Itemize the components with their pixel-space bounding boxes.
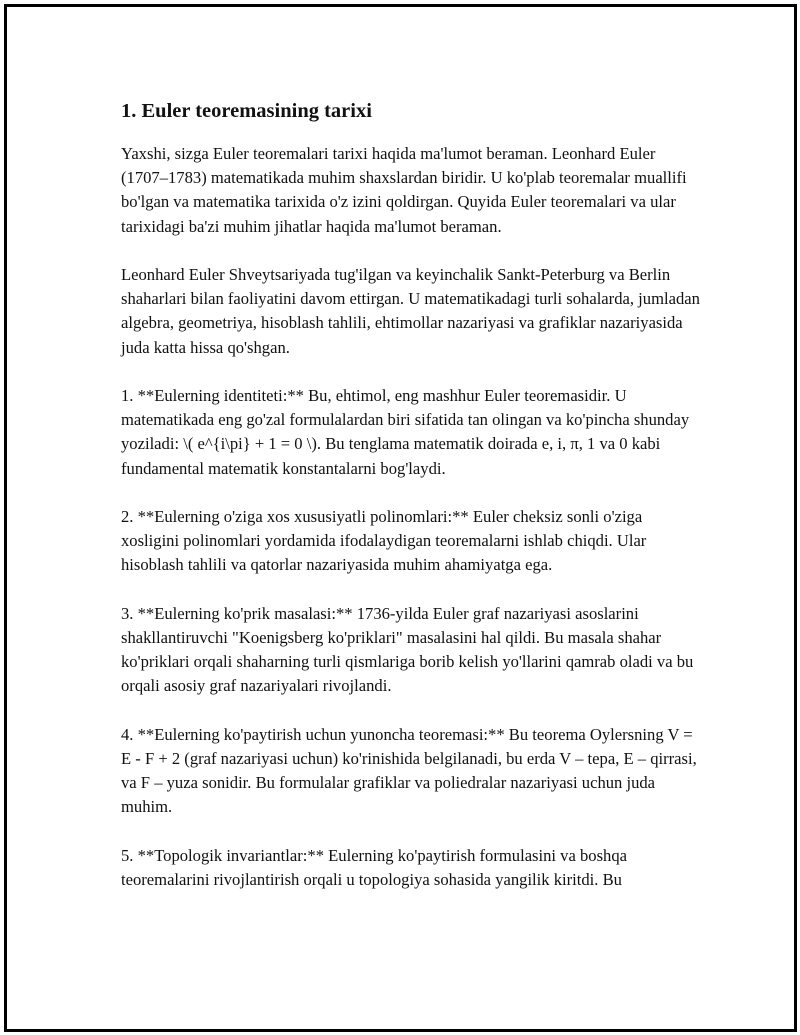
paragraph-item-5: 5. **Topologik invariantlar:** Eulerning ko'paytirish formulasini va boshqa teoremalarini rivojlantirish orqali u topologiya sohasida yangilik kiritdi. Bu [121,845,628,889]
document-body [121,99,701,916]
paragraph-item-1: 1. **Eulerning identiteti:** Bu, ehtimol, eng mashhur Euler teoremasidir. U matematikada eng go'zal formulalardan biri sifatida tan olingan va ko'pincha shunday yoziladi: \( e^{i\pi} + 1 = 0 \). Bu tenglama matematik doirada e, i, π, 1 va 0 kabi fundamental matematik konstantalarni bog'laydi. [121,386,690,478]
paragraph-intro: Yaxshi, sizga Euler teoremalari tarixi haqida ma'lumot beraman. Leonhard Euler (1707–1783) matematikada muhim shaxslardan biridir. U ko'plab teoremalar muallifi bo'lgan va matematika tarixida o'z izini qoldirgan. Quyida Euler teoremalari va ular tarixidagi ba'zi muhim jihatlar haqida ma'lumot beraman. [121,144,687,236]
section-heading: 1. Euler teoremasining tarixi [121,100,372,122]
paragraph-item-4: 4. **Eulerning ko'paytirish uchun yunoncha teoremasi:** Bu teorema Oylersning V = E - F + 2 (graf nazariyasi uchun) ko'rinishida belgilanadi, bu erda V – tepa, E – qirrasi, va F – yuza sonidir. Bu formulalar grafiklar va poliedralar nazariyasi uchun juda muhim. [121,724,697,817]
paragraph-biography: Leonhard Euler Shveytsariyada tug'ilgan va keyinchalik Sankt-Peterburg va Berlin shaharlari bilan faoliyatini davom ettirgan. U matematikadagi turli sohalarda, jumladan algebra, geometriya, hisoblash tahlili, ehtimollar nazariyasi va grafiklar nazariyasida juda katta hissa qo'shgan. [121,265,700,357]
paragraph-item-3: 3. **Eulerning ko'prik masalasi:** 1736-yilda Euler graf nazariyasi asoslarini shakllantiruvchi "Koenigsberg ko'priklari" masalasini hal qildi. Bu masala shahar ko'priklari orqali shaharning turli qismlariga borib kelish yo'llarini qamrab oladi va bu orqali asosiy graf nazariyalari rivojlandi. [121,603,694,696]
paragraph-item-2: 2. **Eulerning o'ziga xos xususiyatli polinomlari:** Euler cheksiz sonli o'ziga xosligini polinomlari yordamida ifodalaydigan teoremalarni ishlab chiqdi. Ular hisoblash tahlili va qatorlar nazariyasida muhim ahamiyatga ega. [121,507,647,575]
document-page [4,4,797,1032]
